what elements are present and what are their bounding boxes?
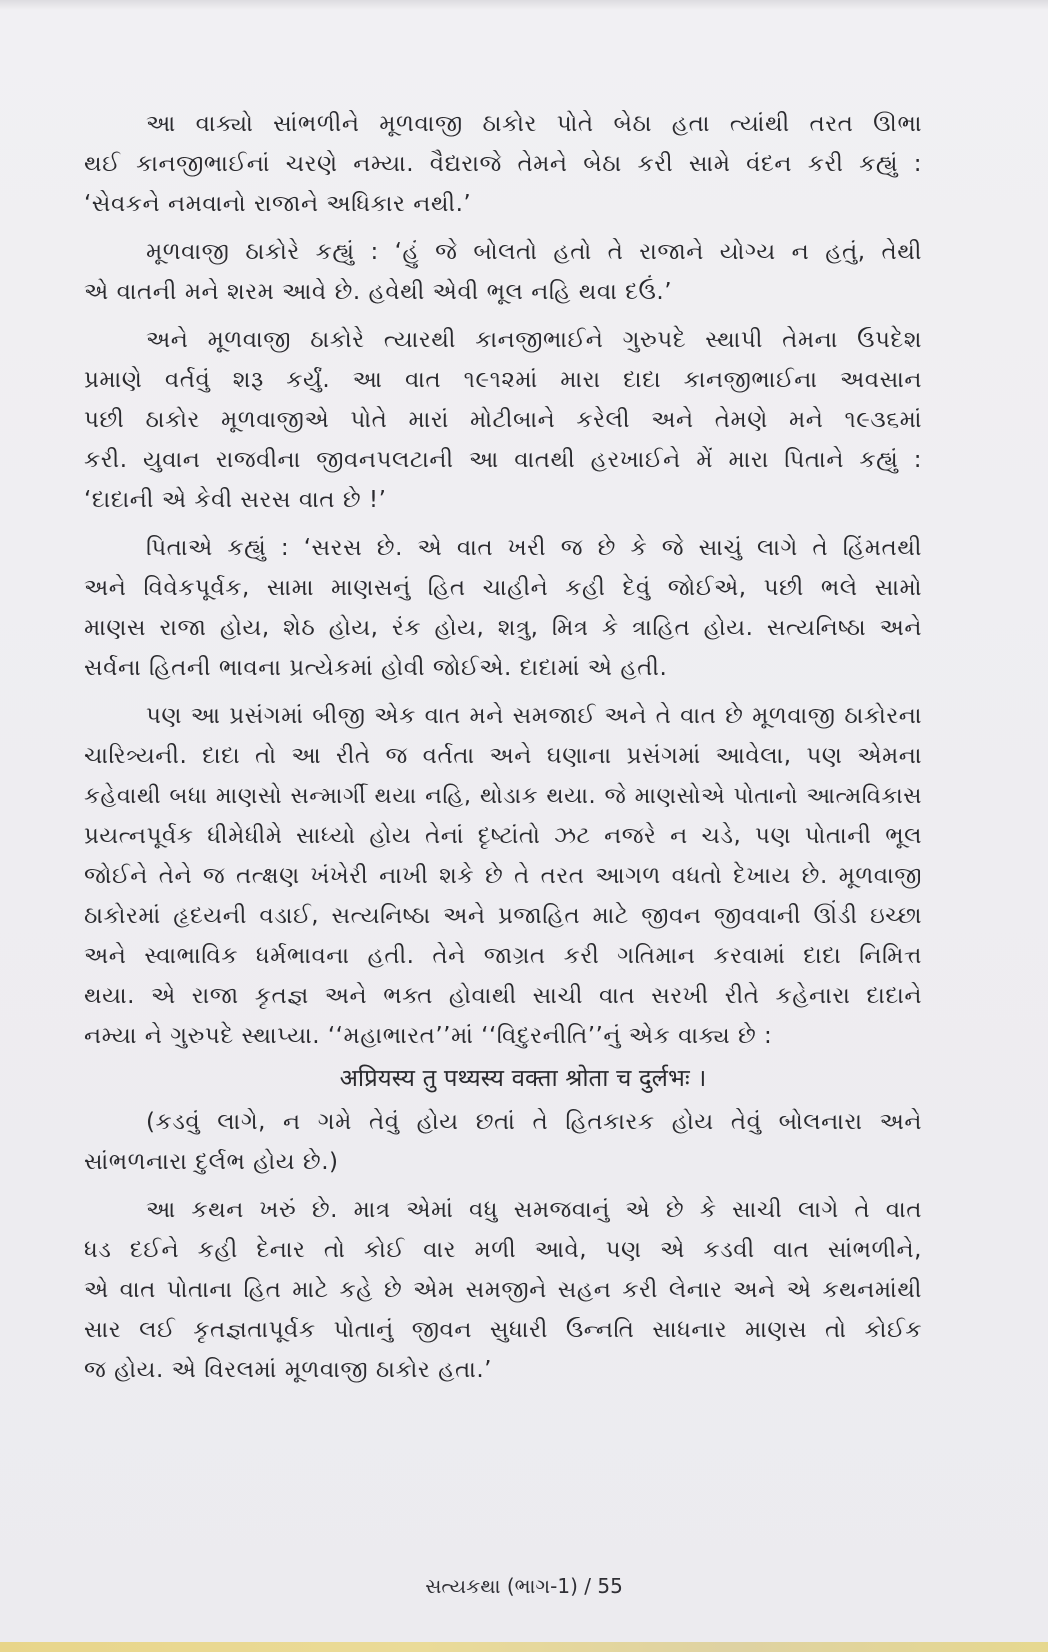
text-line: અને મૂળવાજી ઠાકોરે ત્યારથી કાનજીભાઈને ગુરુપદે સ્થાપી તેમના ઉપદેશ [146, 327, 922, 353]
text-line: અને વિવેકપૂર્વક, સામા માણસનું હિત ચાહીને કહી દેવું જોઈએ, પછી ભલે સામો [84, 575, 922, 601]
text-line: જોઈને તેને જ તત્ક્ષણ ખંખેરી નાખી શકે છે તે તરત આગળ વધતો દેખાય છે. મૂળવાજી [84, 863, 922, 889]
quote-translation [84, 1102, 922, 1182]
text-line: થઈ કાનજીભાઈનાં ચરણે નમ્યા. વૈદ્યરાજે તેમને બેઠા કરી સામે વંદન કરી કહ્યું : [84, 151, 922, 177]
page-bottom-edge [0, 1642, 1048, 1652]
text-line: પછી ઠાકોર મૂળવાજીએ પોતે મારાં મોટીબાને કરેલી અને તેમણે મને ૧૯૩૬માં [84, 407, 922, 433]
text-line: માણસ રાજા હોય, શેઠ હોય, રંક હોય, શત્રુ, મિત્ર કે ત્રાહિત હોય. સત્યનિષ્ઠા અને [84, 615, 922, 641]
paragraph-5 [84, 696, 922, 1056]
paragraph-3 [84, 320, 922, 520]
text-line: અને સ્વાભાવિક ધર્મભાવના હતી. તેને જાગ્રત કરી ગતિમાન કરવામાં દાદા નિમિત્ત [84, 943, 922, 969]
text-line: એ વાતની મને શરમ આવે છે. હવેથી એવી ભૂલ નહિ થવા દઉં.’ [84, 279, 673, 305]
paragraph-2 [84, 232, 922, 312]
text-line: એ વાત પોતાના હિત માટે કહે છે એમ સમજીને સહન કરી લેનાર અને એ કથનમાંથી [84, 1277, 922, 1303]
text-line: આ વાક્યો સાંભળીને મૂળવાજી ઠાકોર પોતે બેઠા હતા ત્યાંથી તરત ઊભા [146, 111, 922, 137]
text-line: ‘દાદાની એ કેવી સરસ વાત છે !’ [84, 487, 387, 513]
text-line: પણ આ પ્રસંગમાં બીજી એક વાત મને સમજાઈ અને તે વાત છે મૂળવાજી ઠાકોરના [146, 703, 922, 729]
page-top-edge [0, 0, 1048, 10]
text-line: સાંભળનારા દુર્લભ હોય છે.) [84, 1149, 339, 1175]
text-line: ‘સેવકને નમવાનો રાજાને અધિકાર નથી.’ [84, 191, 472, 217]
text-line: સર્વના હિતની ભાવના પ્રત્યેકમાં હોવી જોઈએ. દાદામાં એ હતી. [84, 655, 668, 681]
text-line: પિતાએ કહ્યું : ‘સરસ છે. એ વાત ખરી જ છે કે જે સાચું લાગે તે હિંમતથી [146, 535, 922, 561]
text-line: ઠાકોરમાં હૃદયની વડાઈ, સત્યનિષ્ઠા અને પ્રજાહિત માટે જીવન જીવવાની ઊંડી ઇચ્છા [84, 903, 922, 929]
text-line: (કડવું લાગે, ન ગમે તેવું હોય છતાં તે હિતકારક હોય તેવું બોલનારા અને [146, 1109, 922, 1135]
page-body [84, 104, 922, 1390]
text-line: સાર લઈ કૃતજ્ઞતાપૂર્વક પોતાનું જીવન સુધારી ઉન્નતિ સાધનાર માણસ તો કોઈક [84, 1317, 922, 1343]
text-line: જ હોય. એ વિરલમાં મૂળવાજી ઠાકોર હતા.’ [84, 1357, 492, 1383]
text-line: ચારિત્ર્યની. દાદા તો આ રીતે જ વર્તતા અને ઘણાના પ્રસંગમાં આવેલા, પણ એમના [84, 743, 922, 769]
text-line: આ કથન ખરું છે. માત્ર એમાં વધુ સમજવાનું એ છે કે સાચી લાગે તે વાત [146, 1197, 922, 1223]
text-line: નમ્યા ને ગુરુપદે સ્થાપ્યા. ‘‘મહાભારત’’માં ‘‘વિદુરનીતિ’’નું એક વાક્ય છે : [84, 1023, 773, 1049]
paragraph-1 [84, 104, 922, 224]
text-line: પ્રયત્નપૂર્વક ધીમેધીમે સાધ્યો હોય તેનાં દૃષ્ટાંતો ઝટ નજરે ન ચડે, પણ પોતાની ભૂલ [84, 823, 922, 849]
text-line: કહેવાથી બધા માણસો સન્માર્ગી થયા નહિ, થોડાક થયા. જે માણસોએ પોતાનો આત્મવિકાસ [84, 783, 922, 809]
text-line: પ્રમાણે વર્તવું શરૂ કર્યું. આ વાત ૧૯૧૨માં મારા દાદા કાનજીભાઈના અવસાન [84, 367, 922, 393]
closing-paragraph [84, 1190, 922, 1390]
text-line: ધડ દઈને કહી દેનાર તો કોઈ વાર મળી આવે, પણ એ કડવી વાત સાંભળીને, [84, 1237, 922, 1263]
sanskrit-quote: अप्रियस्य तु पथ्यस्य वक्ता श्रोता च दुर्लभः । [339, 1064, 707, 1092]
text-line: કરી. યુવાન રાજવીના જીવનપલટાની આ વાતથી હરખાઈને મેં મારા પિતાને કહ્યું : [84, 447, 922, 473]
page-footer: સત્યકથા (ભાગ-1) / 55 [425, 1574, 623, 1598]
text-line: મૂળવાજી ઠાકોરે કહ્યું : ‘હું જે બોલતો હતો તે રાજાને યોગ્ય ન હતું, તેથી [146, 239, 922, 265]
text-line: થયા. એ રાજા કૃતજ્ઞ અને ભક્ત હોવાથી સાચી વાત સરખી રીતે કહેનારા દાદાને [84, 983, 922, 1009]
paragraph-4 [84, 528, 922, 688]
